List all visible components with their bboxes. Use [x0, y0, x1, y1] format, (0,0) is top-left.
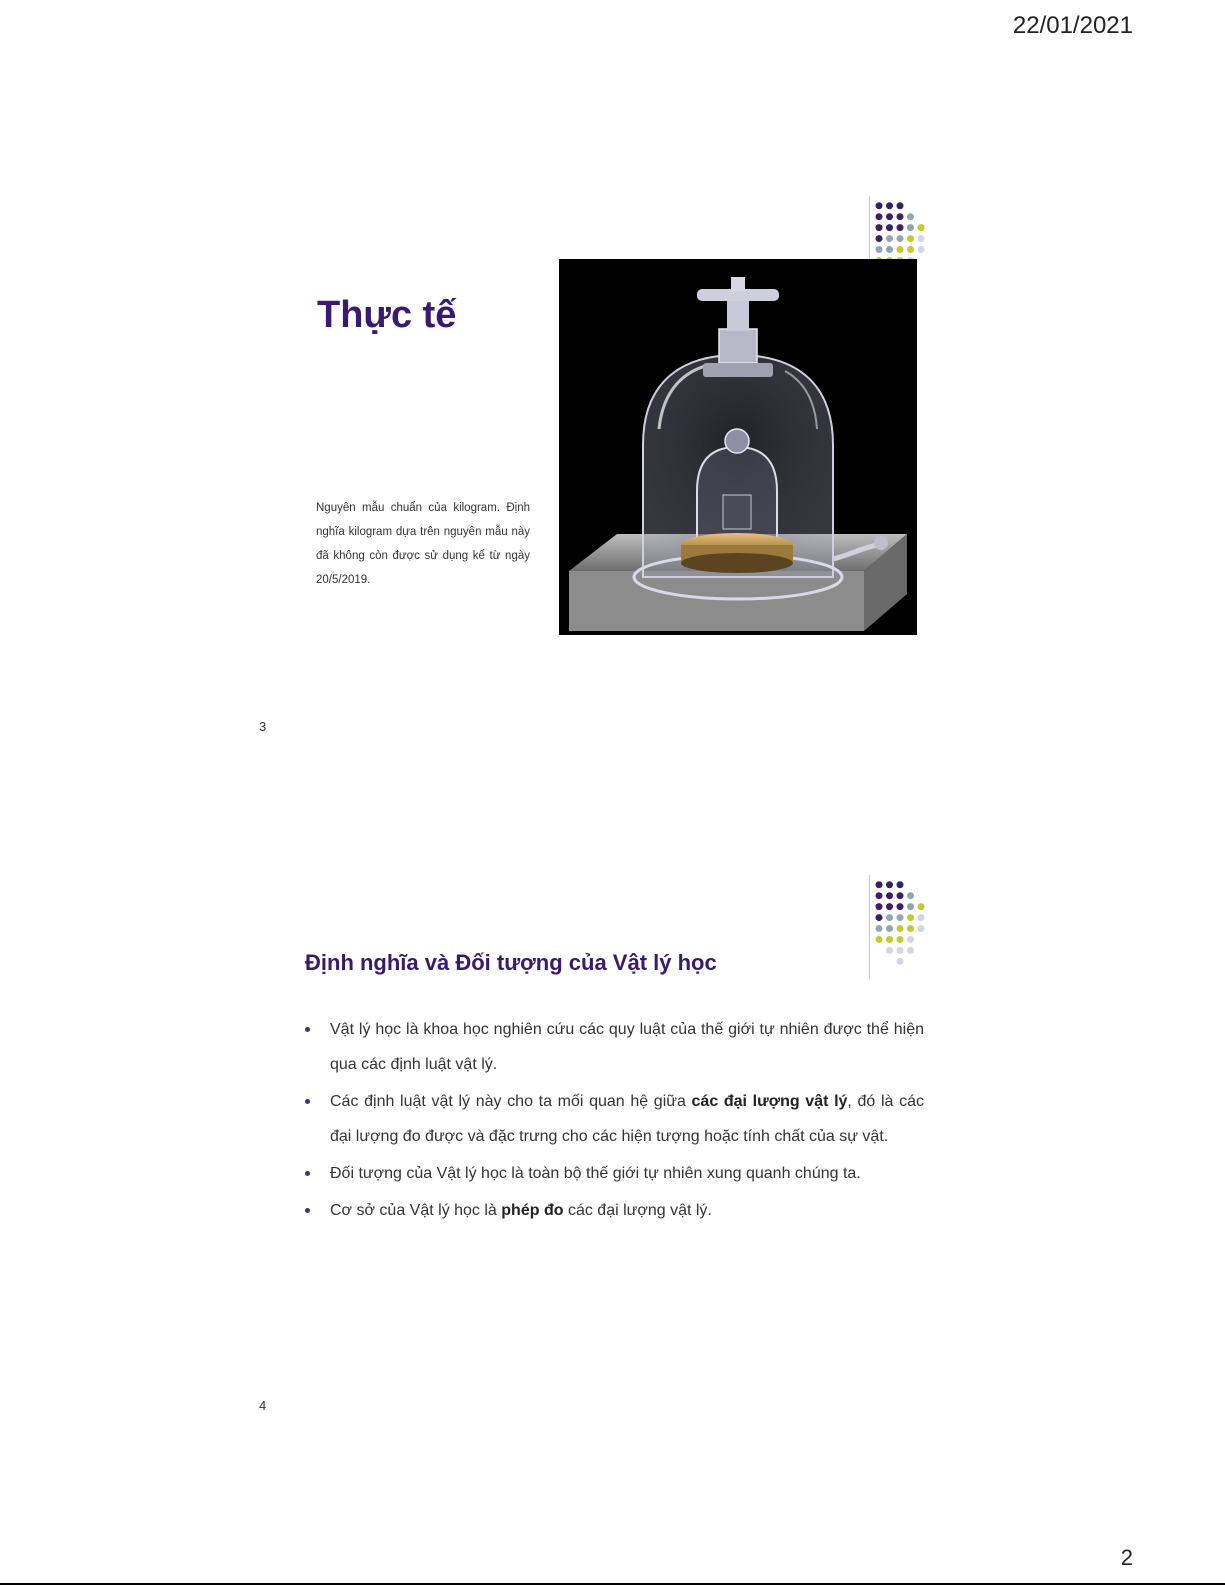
text-run: các đại lượng vật lý.	[563, 1202, 712, 1219]
text-run: Vật lý học là khoa học nghiên cứu các quy luật của thế giới tự nhiên được thể hiện qua các định luật vật lý.	[330, 1021, 924, 1073]
decorative-dot	[897, 936, 904, 943]
page-number: 2	[1120, 1545, 1133, 1570]
decorative-dot	[886, 892, 893, 899]
decorative-dot	[907, 224, 914, 231]
decorative-dot	[886, 914, 893, 921]
slide-number: 3	[259, 719, 267, 734]
decorative-dot	[886, 246, 893, 253]
decorative-dot	[886, 213, 893, 220]
decorative-dot	[907, 947, 914, 954]
decorative-dot	[886, 947, 893, 954]
decorative-dot	[886, 925, 893, 932]
decorative-dot	[907, 213, 914, 220]
decorative-dot	[876, 881, 883, 888]
text-run: Các định luật vật lý này cho ta mối quan hệ giữa	[330, 1093, 692, 1110]
decorative-dot	[876, 235, 883, 242]
text-run: Đối tượng của Vật lý học là toàn bộ thế giới tự nhiên xung quanh chúng ta.	[330, 1165, 861, 1182]
decorative-dot	[897, 881, 904, 888]
text-run: Cơ sở của Vật lý học là	[330, 1202, 502, 1219]
list-item	[302, 1193, 924, 1228]
decorative-dot	[897, 892, 904, 899]
decorative-dot	[886, 903, 893, 910]
decorative-dot	[886, 202, 893, 209]
decorative-dot	[907, 892, 914, 899]
slide-title: Thực tế	[317, 294, 457, 336]
decorative-dot	[918, 914, 925, 921]
bold-text: phép đo	[501, 1202, 564, 1219]
decorative-dot	[897, 202, 904, 209]
decorative-dot	[907, 936, 914, 943]
image-caption: Nguyên mẫu chuẩn của kilogram. Định nghĩa kilogram dựa trên nguyên mẫu này đã không còn được sử dụng kể từ ngày 20/5/2019.	[316, 502, 530, 586]
bullet-icon	[305, 1208, 310, 1213]
decorative-dot	[876, 903, 883, 910]
list-item	[302, 1156, 924, 1191]
decorative-dot	[918, 235, 925, 242]
bullet-icon	[305, 1027, 310, 1032]
decorative-dot	[918, 925, 925, 932]
decorative-dot	[876, 925, 883, 932]
list-item	[302, 1084, 924, 1154]
decorative-dot	[907, 235, 914, 242]
bold-text: các đại lượng vật lý	[691, 1093, 848, 1110]
decorative-dot	[876, 914, 883, 921]
decorative-dot	[886, 224, 893, 231]
document-date: 22/01/2021	[1012, 12, 1133, 39]
decorative-dot	[897, 224, 904, 231]
decorative-dot	[907, 914, 914, 921]
bullet-list	[302, 1012, 924, 1230]
decorative-dot	[897, 947, 904, 954]
decorative-dot	[886, 881, 893, 888]
kilogram-prototype-photo	[559, 259, 917, 635]
bullet-icon	[305, 1099, 310, 1104]
decorative-dot	[918, 224, 925, 231]
decorative-dot	[897, 925, 904, 932]
decorative-dot	[897, 235, 904, 242]
decorative-dot	[897, 903, 904, 910]
decorative-dot	[876, 213, 883, 220]
bell-jar-kilogram-prototype-image	[559, 259, 917, 635]
decorative-dot	[897, 958, 904, 965]
bullet-icon	[305, 1171, 310, 1176]
decorative-dots-icon	[872, 873, 942, 977]
decorative-dot	[918, 246, 925, 253]
slide-number: 4	[259, 1398, 267, 1413]
decorative-dot	[907, 903, 914, 910]
decorative-dot	[886, 235, 893, 242]
slide-title: Định nghĩa và Đối tượng của Vật lý học	[305, 950, 717, 975]
list-item	[302, 1012, 924, 1082]
decorative-dot	[876, 224, 883, 231]
decorative-dot	[907, 246, 914, 253]
decorative-dot	[876, 202, 883, 209]
decorative-divider	[869, 875, 870, 979]
decorative-dot	[918, 903, 925, 910]
decorative-dot	[897, 213, 904, 220]
decorative-dot	[876, 892, 883, 899]
decorative-dot	[876, 936, 883, 943]
text-run: , đó là các đại lượng đo được và đặc trưng cho các hiện tượng hoặc tính chất của sự vật.	[330, 1093, 925, 1145]
decorative-dot	[876, 246, 883, 253]
decorative-dot	[907, 925, 914, 932]
decorative-dot	[897, 246, 904, 253]
decorative-dot	[897, 914, 904, 921]
decorative-dot	[886, 936, 893, 943]
